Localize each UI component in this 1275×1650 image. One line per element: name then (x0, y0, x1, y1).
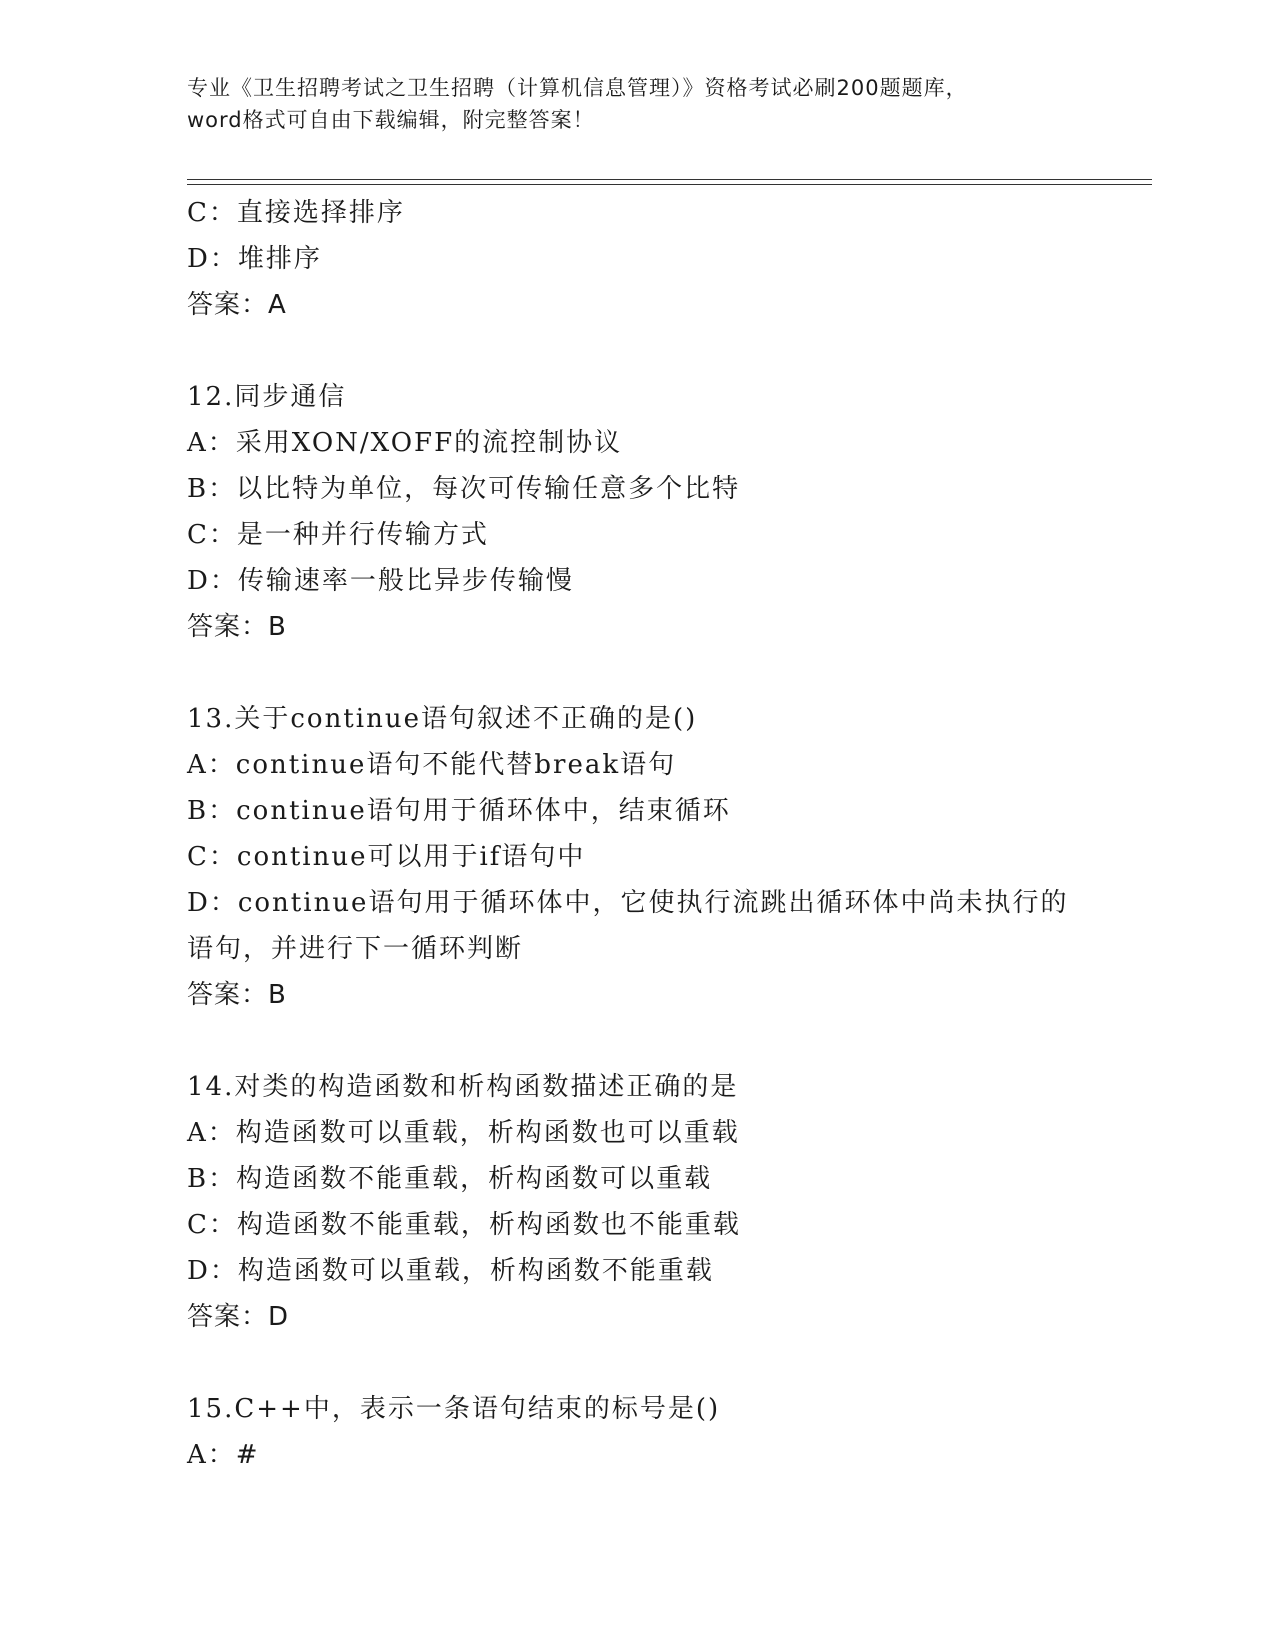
question-list (187, 190, 1107, 1478)
header-line-1: 专业《卫生招聘考试之卫生招聘（计算机信息管理）》资格考试必刷200题题库， (187, 76, 968, 100)
q12-option-a: A：采用XON/XOFF的流控制协议 (187, 428, 623, 458)
q14-answer: 答案：D (187, 1302, 290, 1332)
q14-option-a: A：构造函数可以重载，析构函数也可以重载 (187, 1118, 740, 1148)
q12-question: 12.同步通信 (187, 382, 347, 412)
q14-question: 14.对类的构造函数和析构函数描述正确的是 (187, 1072, 739, 1102)
q13-option-a: A：continue语句不能代替break语句 (187, 750, 677, 780)
q11-answer: 答案：A (187, 290, 287, 320)
spacer (187, 1018, 1107, 1064)
q11-option-c: C：直接选择排序 (187, 198, 405, 228)
q11-option-d: D：堆排序 (187, 244, 322, 274)
document-header (187, 72, 1087, 136)
q14-option-b: B：构造函数不能重载，析构函数可以重载 (187, 1164, 713, 1194)
q12-option-c: C：是一种并行传输方式 (187, 520, 489, 550)
q12-answer: 答案：B (187, 612, 287, 642)
q14-option-c: C：构造函数不能重载，析构函数也不能重载 (187, 1210, 741, 1240)
q14-option-d: D：构造函数可以重载，析构函数不能重载 (187, 1256, 714, 1286)
q13-question: 13.关于continue语句叙述不正确的是() (187, 704, 698, 734)
q13-answer: 答案：B (187, 980, 287, 1010)
q13-option-b: B：continue语句用于循环体中，结束循环 (187, 796, 731, 826)
q15-option-a: A：# (187, 1440, 260, 1470)
q12-option-d: D：传输速率一般比异步传输慢 (187, 566, 574, 596)
q15-question: 15.C++中，表示一条语句结束的标号是() (187, 1394, 721, 1424)
spacer (187, 650, 1107, 696)
header-divider-bottom (187, 184, 1152, 185)
header-line-2: word格式可自由下载编辑，附完整答案！ (187, 108, 595, 132)
q13-option-c: C：continue可以用于if语句中 (187, 842, 586, 872)
q12-option-b: B：以比特为单位，每次可传输任意多个比特 (187, 474, 741, 504)
q13-option-d: D：continue语句用于循环体中，它使执行流跳出循环体中尚未执行的语句，并进行下一循环判断 (187, 888, 1069, 964)
spacer (187, 328, 1107, 374)
spacer (187, 1340, 1107, 1386)
header-divider-top (187, 179, 1152, 180)
